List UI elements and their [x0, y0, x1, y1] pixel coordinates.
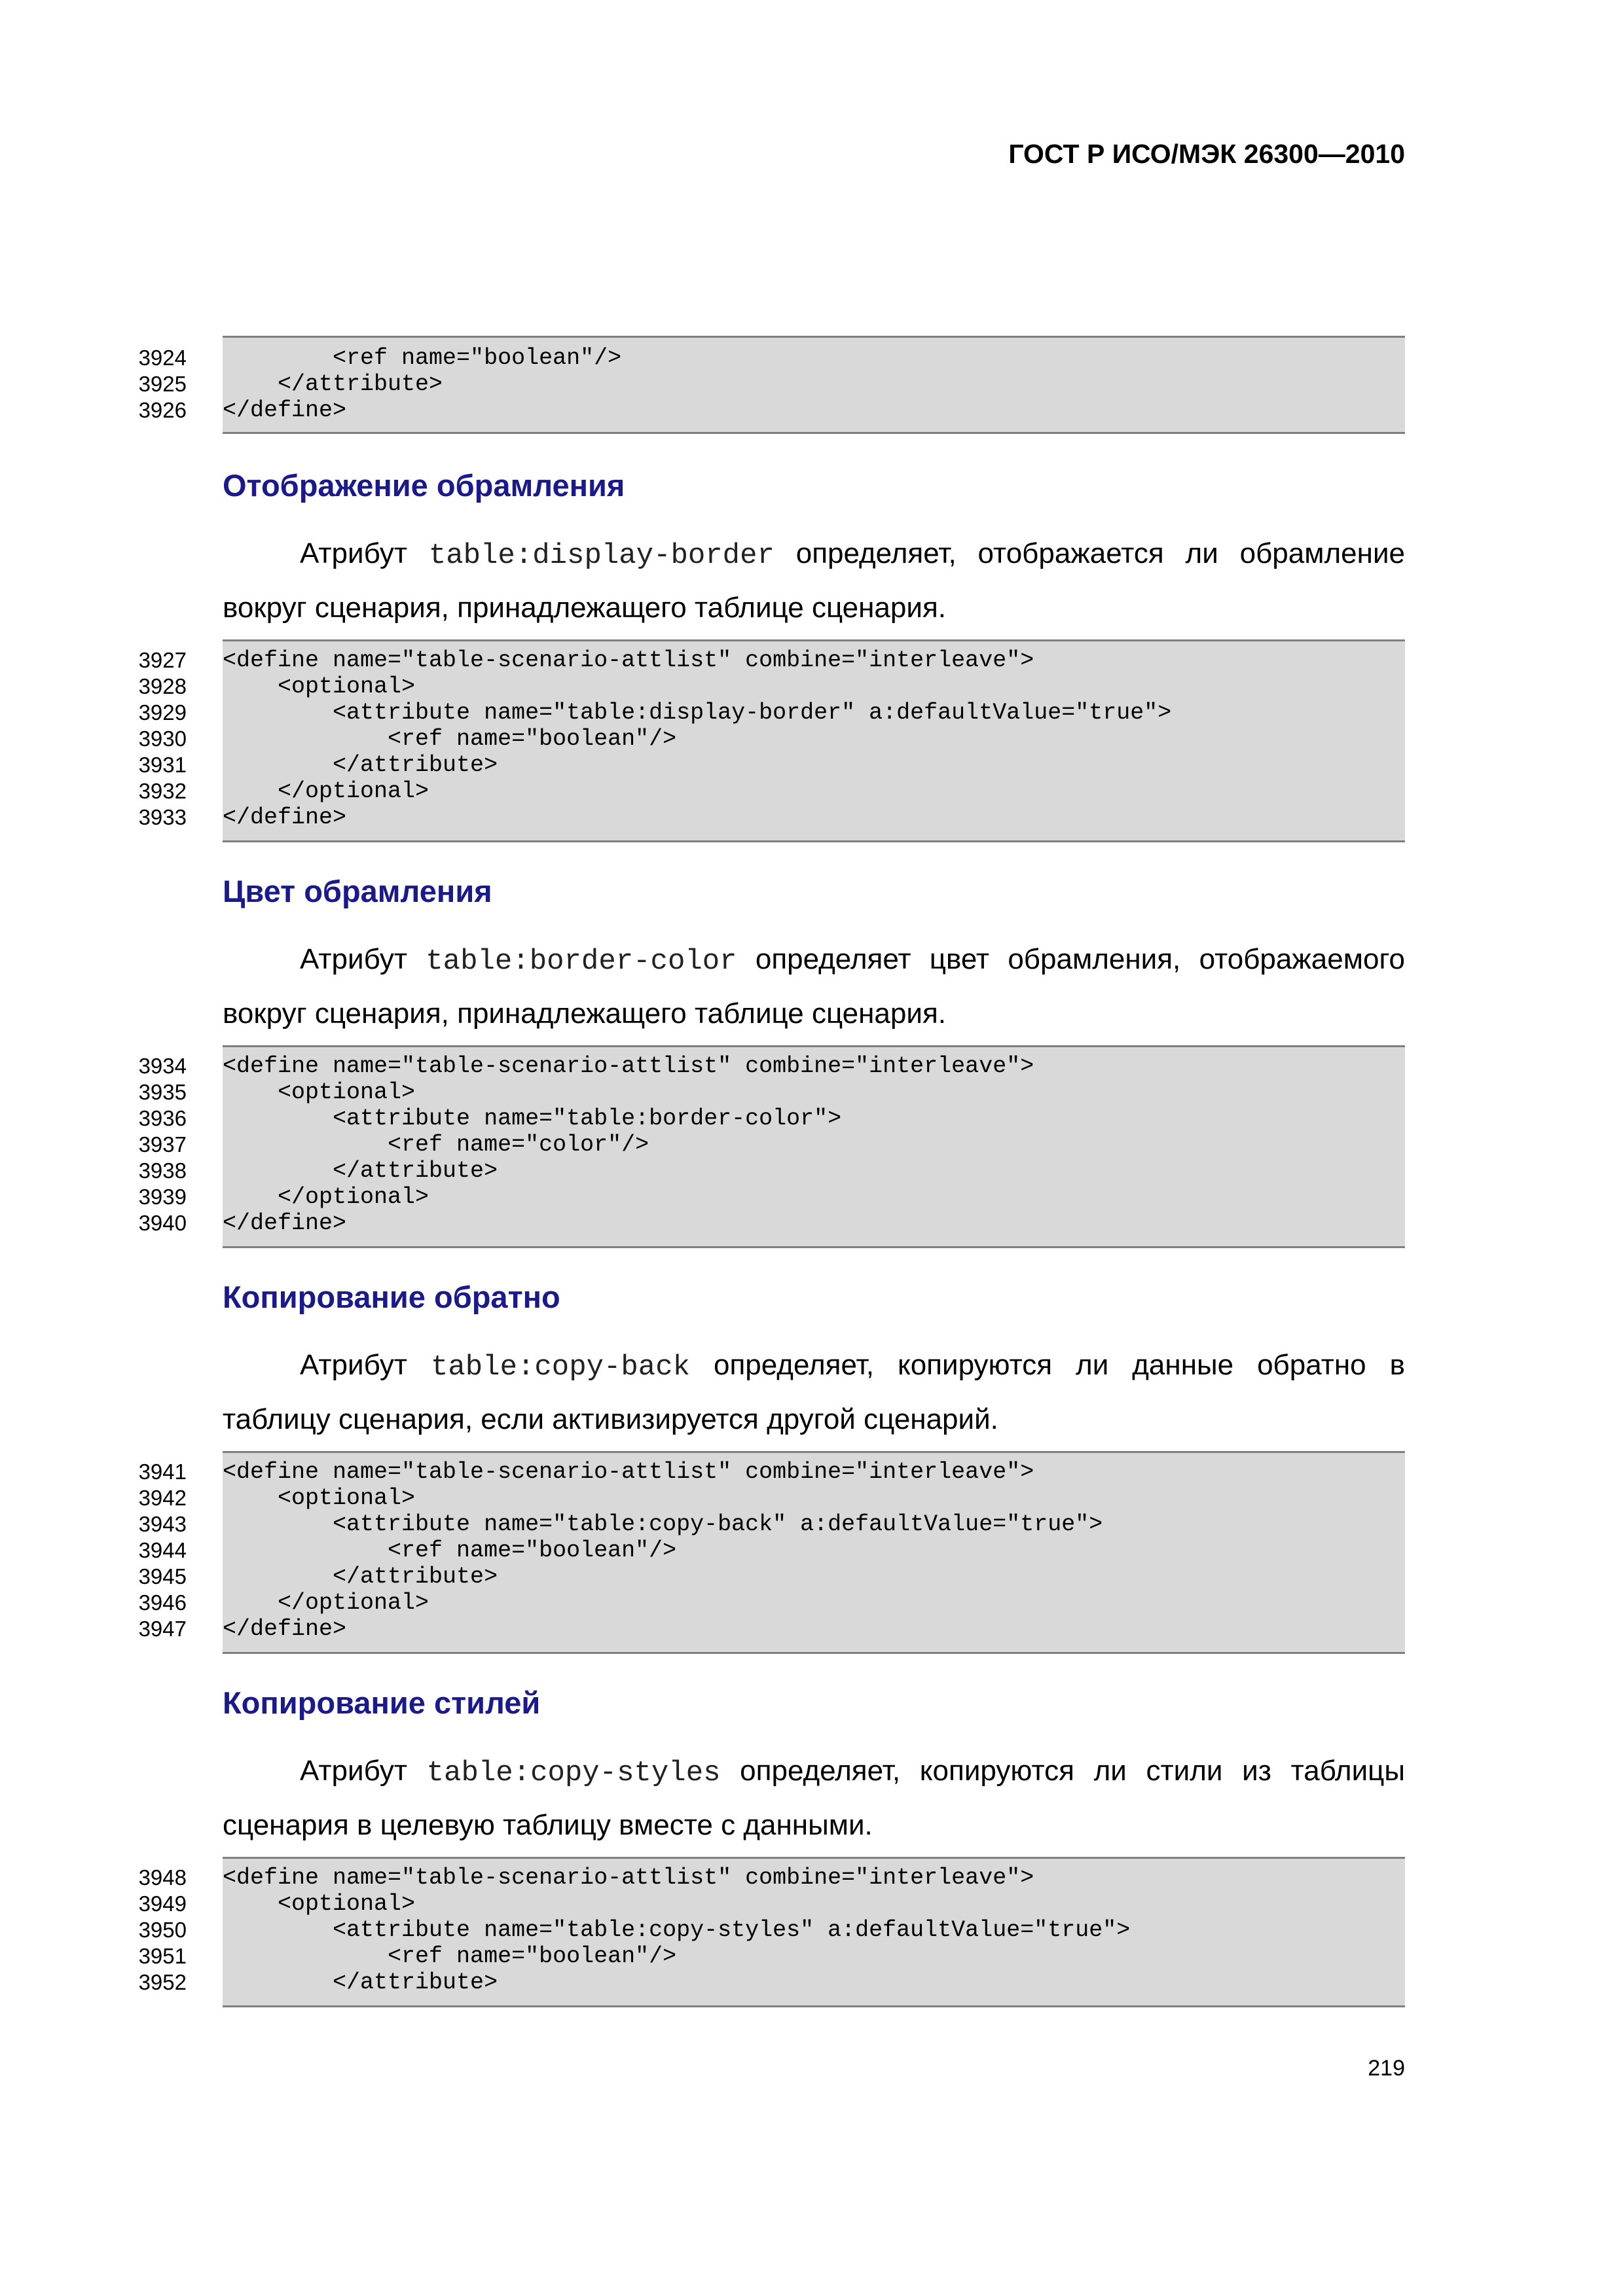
code-line: </define>: [223, 1210, 347, 1236]
code-line: </define>: [223, 804, 347, 831]
paragraph-text: Атрибут: [300, 1755, 427, 1787]
code-listing: [223, 336, 1405, 434]
code-listing: [223, 1045, 1405, 1248]
code-block: [131, 1451, 1405, 1654]
paragraph-text: Атрибут: [300, 943, 426, 975]
line-number: 3940: [138, 1211, 187, 1235]
line-number: 3933: [138, 805, 187, 829]
code-line: <attribute name="table:copy-styles" a:defaultValue="true">: [223, 1917, 1131, 1943]
line-number: 3944: [138, 1538, 187, 1562]
code-line: </attribute>: [223, 1969, 498, 1996]
line-number: 3938: [138, 1158, 187, 1183]
code-line: </attribute>: [223, 371, 443, 397]
code-listing: [223, 639, 1405, 842]
code-line: <ref name="boolean"/>: [223, 1537, 677, 1564]
code-line: </define>: [223, 1616, 347, 1642]
code-line: <define name="table-scenario-attlist" combine="interleave">: [223, 1053, 1034, 1079]
line-number: 3951: [138, 1944, 187, 1968]
code-line: </attribute>: [223, 1564, 498, 1590]
line-number: 3925: [138, 372, 187, 396]
code-line: <define name="table-scenario-attlist" combine="interleave">: [223, 1865, 1034, 1891]
code-block: [131, 1857, 1405, 2007]
inline-code: table:copy-back: [430, 1351, 691, 1384]
line-number: 3932: [138, 779, 187, 803]
code-line: <optional>: [223, 1079, 416, 1105]
line-number: 3946: [138, 1590, 187, 1615]
line-number: 3934: [138, 1054, 187, 1078]
line-numbers: [131, 1865, 187, 1996]
code-line: <define name="table-scenario-attlist" combine="interleave">: [223, 1459, 1034, 1485]
code-line: <attribute name="table:display-border" a:defaultValue="true">: [223, 700, 1172, 726]
line-number: 3928: [138, 674, 187, 698]
line-number: 3927: [138, 648, 187, 672]
code-listing: [223, 1857, 1405, 2007]
line-number: 3929: [138, 700, 187, 725]
code-line: </optional>: [223, 1590, 429, 1616]
code-line: <ref name="boolean"/>: [223, 726, 677, 752]
paragraph-text: Атрибут: [300, 537, 429, 569]
code-block: [131, 336, 1405, 434]
paragraph: [223, 1745, 1405, 1852]
line-number: 3935: [138, 1080, 187, 1104]
code-listing: [223, 1451, 1405, 1654]
code-line: <define name="table-scenario-attlist" combine="interleave">: [223, 647, 1034, 673]
paragraph: [223, 1339, 1405, 1446]
section-heading: Копирование обратно: [223, 1280, 560, 1314]
code-line: </define>: [223, 397, 347, 423]
code-line: <optional>: [223, 673, 416, 700]
line-number: 3930: [138, 726, 187, 751]
line-number: 3936: [138, 1106, 187, 1130]
code-line: </optional>: [223, 1184, 429, 1210]
inline-code: table:display-border: [428, 539, 775, 572]
line-number: 3924: [138, 346, 187, 370]
paragraph-text: определяет, копируются ли данные обратно в таблицу сценария, если активизируется другой сценарий.: [223, 1349, 1405, 1435]
code-block: [131, 639, 1405, 842]
page-number: 219: [1368, 2056, 1405, 2081]
code-line: <ref name="boolean"/>: [223, 345, 622, 371]
inline-code: table:copy-styles: [426, 1757, 721, 1789]
code-line: <ref name="color"/>: [223, 1132, 649, 1158]
line-numbers: [131, 1053, 187, 1236]
line-number: 3931: [138, 753, 187, 777]
paragraph-text: определяет цвет обрамления, отображаемого вокруг сценария, принадлежащего таблице сценария.: [223, 943, 1405, 1030]
code-line: </attribute>: [223, 1158, 498, 1184]
code-line: <ref name="boolean"/>: [223, 1943, 677, 1969]
paragraph-text: определяет, копируются ли стили из таблицы сценария в целевую таблицу вместе с данными.: [223, 1755, 1405, 1841]
paragraph: [223, 528, 1405, 634]
line-number: 3937: [138, 1132, 187, 1157]
line-number: 3943: [138, 1512, 187, 1536]
paragraph-text: определяет, отображается ли обрамление вокруг сценария, принадлежащего таблице сценария.: [223, 537, 1405, 624]
section-heading: Копирование стилей: [223, 1685, 541, 1720]
line-numbers: [131, 345, 187, 423]
code-line: <optional>: [223, 1891, 416, 1917]
line-number: 3948: [138, 1865, 187, 1890]
line-number: 3945: [138, 1564, 187, 1588]
code-line: </attribute>: [223, 752, 498, 778]
line-numbers: [131, 1459, 187, 1642]
code-block: [131, 1045, 1405, 1248]
section-heading: Отображение обрамления: [223, 468, 625, 503]
code-line: <attribute name="table:border-color">: [223, 1105, 842, 1132]
document-header: ГОСТ Р ИСО/МЭК 26300—2010: [1008, 139, 1405, 169]
code-line: <optional>: [223, 1485, 416, 1511]
line-numbers: [131, 647, 187, 831]
line-number: 3949: [138, 1892, 187, 1916]
section-heading: Цвет обрамления: [223, 874, 492, 908]
inline-code: table:border-color: [426, 945, 737, 978]
line-number: 3952: [138, 1970, 187, 1994]
line-number: 3939: [138, 1185, 187, 1209]
line-number: 3941: [138, 1460, 187, 1484]
line-number: 3950: [138, 1918, 187, 1942]
code-line: <attribute name="table:copy-back" a:defaultValue="true">: [223, 1511, 1103, 1537]
paragraph-text: Атрибут: [300, 1349, 431, 1381]
line-number: 3926: [138, 398, 187, 422]
paragraph: [223, 933, 1405, 1040]
line-number: 3942: [138, 1486, 187, 1510]
line-number: 3947: [138, 1617, 187, 1641]
code-line: </optional>: [223, 778, 429, 804]
